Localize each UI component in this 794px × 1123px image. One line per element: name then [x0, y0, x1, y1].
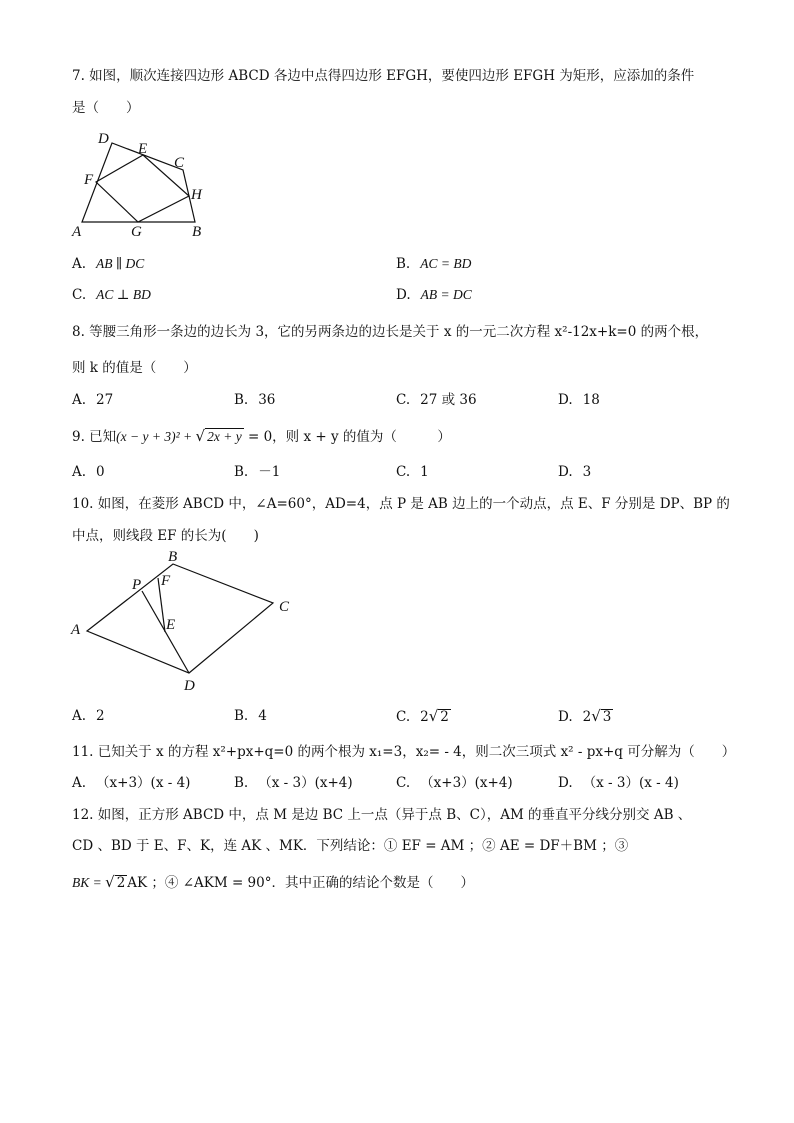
- sqrt-symbol: √: [105, 873, 115, 891]
- fig7-label-f: F: [84, 172, 94, 188]
- sqrt-symbol: √: [428, 707, 439, 725]
- q7-stem-line1: 7. 如图，顺次连接四边形 ABCD 各边中点得四边形 EFGH，要使四边形 EFGH 为矩形，应添加的条件: [72, 68, 695, 84]
- q7-figure: [70, 128, 220, 240]
- fig10-label-b: B: [168, 549, 178, 565]
- q12-stem-line2: CD 、BD 于 E、F、K，连 AK 、MK．下列结论：① EF = AM ；② AE = DF＋BM ；③: [72, 838, 629, 854]
- q12-stem-line1: 12. 如图，正方形 ABCD 中，点 M 是边 BC 上一点（异于点 B、C），AM 的垂直平分线分别交 AB 、: [72, 807, 692, 823]
- q8-option-a[interactable]: A. 27: [72, 392, 114, 408]
- q11-option-d[interactable]: D. （x - 3）(x - 4): [558, 775, 679, 791]
- fig7-label-h: H: [191, 187, 202, 203]
- q11-option-c[interactable]: C. （x+3）(x+4): [396, 775, 513, 791]
- q10-option-b[interactable]: B. 4: [234, 708, 267, 724]
- sqrt-symbol: √: [195, 427, 206, 445]
- q8-option-c[interactable]: C. 27 或 36: [396, 392, 477, 408]
- fig10-label-d: D: [184, 678, 195, 694]
- q7-option-c[interactable]: C. AC ⊥ BD: [72, 287, 151, 303]
- q10-option-c[interactable]: C. 2√ 2: [396, 707, 449, 725]
- q10-option-d[interactable]: D. 2√ 3: [558, 707, 612, 725]
- sqrt-symbol: √: [591, 707, 601, 725]
- fig7-label-g: G: [131, 224, 142, 240]
- q7-option-d[interactable]: D. AB = DC: [396, 287, 472, 303]
- q11-stem: 11. 已知关于 x 的方程 x²+px+q=0 的两个根为 x₁=3，x₂= - 4，则二次三项式 x² - px+q 可分解为（ ）: [72, 744, 736, 760]
- q10-figure: [68, 548, 298, 692]
- q7-stem-line2: 是（ ）: [72, 100, 140, 116]
- q9-expression: (x − y + 3)² +: [116, 429, 196, 444]
- q9-option-c[interactable]: C. 1: [396, 464, 429, 480]
- fig10-label-e: E: [166, 617, 176, 633]
- q10-option-a[interactable]: A. 2: [72, 708, 105, 724]
- q12-stem-line3: BK = √ 2 AK ；④ ∠AKM = 90°．其中正确的结论个数是（ ）: [72, 873, 474, 891]
- q11-option-b[interactable]: B. （x - 3）(x+4): [234, 775, 353, 791]
- fig7-label-a: A: [72, 224, 82, 240]
- fig10-label-c: C: [279, 599, 290, 615]
- q9-option-a[interactable]: A. 0: [72, 464, 105, 480]
- q8-option-d[interactable]: D. 18: [558, 392, 600, 408]
- q10-stem-line1: 10. 如图，在菱形 ABCD 中，∠A=60°，AD=4，点 P 是 AB 边上的一个动点，点 E、F 分别是 DP、BP 的: [72, 496, 730, 512]
- q9-stem: 9. 已知(x − y + 3)² + √ 2x + y = 0，则 x + y 的值为（ ）: [72, 427, 451, 445]
- q11-option-a[interactable]: A. （x+3）(x - 4): [72, 775, 191, 791]
- q7-option-b[interactable]: B. AC = BD: [396, 256, 472, 272]
- q8-stem-line1: 8. 等腰三角形一条边的边长为 3，它的另两条边的边长是关于 x 的一元二次方程 x²-12x+k=0 的两个根，: [72, 324, 709, 340]
- q9-option-b[interactable]: B. －1: [234, 464, 281, 480]
- q8-stem-line2: 则 k 的值是（ ）: [72, 360, 197, 376]
- fig10-label-p: P: [132, 577, 142, 593]
- q9-radicand: 2x + y: [207, 429, 242, 444]
- q9-option-d[interactable]: D. 3: [558, 464, 592, 480]
- fig7-label-d: D: [98, 131, 109, 147]
- fig10-label-a: A: [71, 622, 81, 638]
- fig10-label-f: F: [161, 573, 171, 589]
- fig7-label-c: C: [174, 155, 185, 171]
- fig7-label-e: E: [138, 141, 148, 157]
- q8-option-b[interactable]: B. 36: [234, 392, 276, 408]
- fig7-label-b: B: [192, 224, 202, 240]
- q10-stem-line2: 中点，则线段 EF 的长为( ): [72, 528, 259, 544]
- q7-option-a[interactable]: A. AB ∥ DC: [72, 256, 145, 272]
